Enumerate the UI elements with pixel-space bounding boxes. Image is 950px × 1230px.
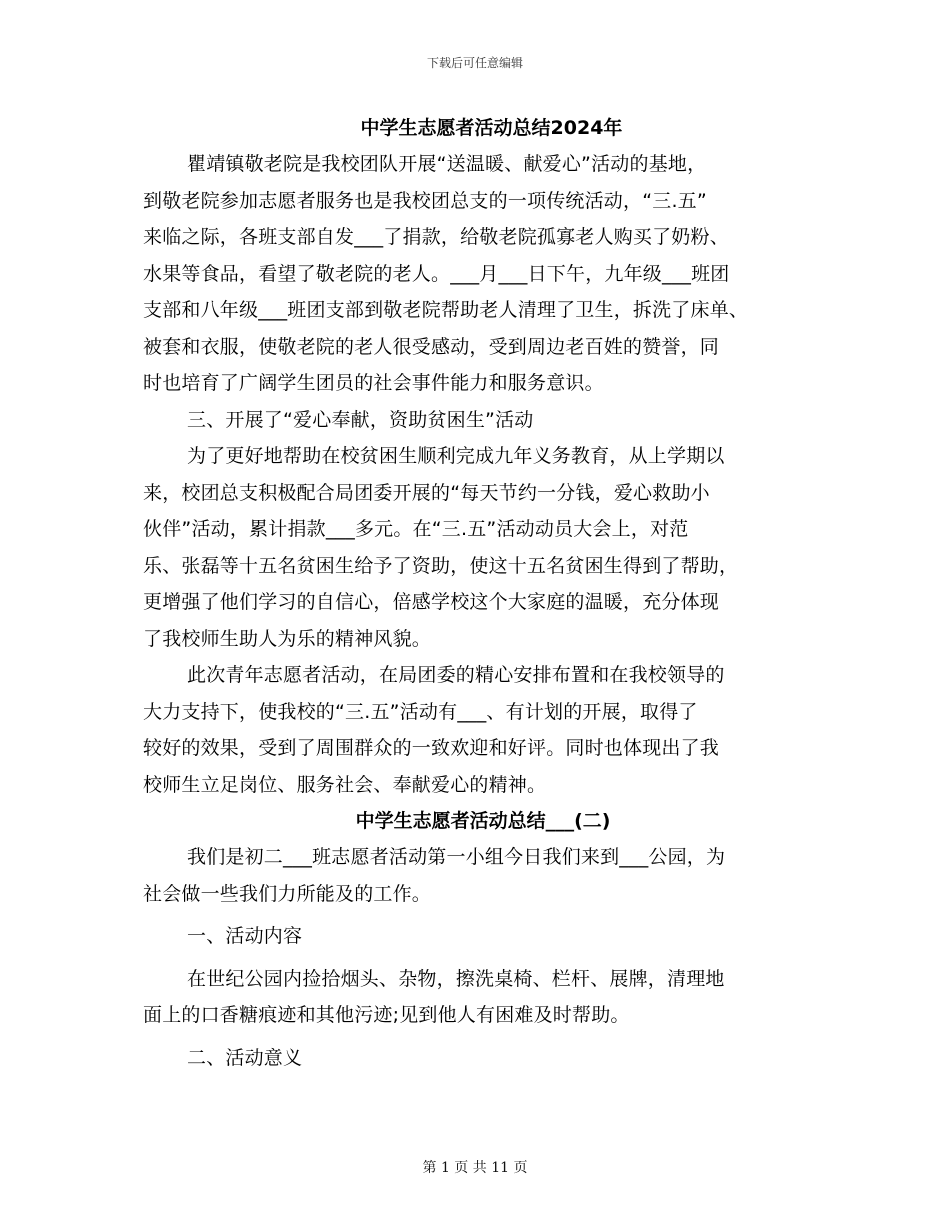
document-subtitle: 中学生志愿者活动总结___(二)	[355, 810, 611, 832]
paragraph-line: 了我校师生助人为乐的精神风貌。	[143, 627, 432, 650]
paragraph-line: 到敬老院参加志愿者服务也是我校团总支的一项传统活动，“三.五”	[143, 189, 707, 212]
page-number: 第 1 页 共 11 页	[422, 1160, 528, 1176]
paragraph-line: 我们是初二___班志愿者活动第一小组今日我们来到___公园，为	[187, 846, 726, 868]
paragraph-line: 来临之际，各班支部自发___了捐款，给敬老院孤寡老人购买了奶粉、	[143, 226, 729, 248]
paragraph-line: 较好的效果，受到了周围群众的一致欢迎和好评。同时也体现出了我	[143, 737, 720, 759]
paragraph-line: 面上的口香糖痕迹和其他污迹;见到他人有困难及时帮助。	[143, 1004, 630, 1026]
paragraph-line: 支部和八年级___班团支部到敬老院帮助老人清理了卫生，拆洗了床单、	[143, 299, 749, 321]
section-heading: 二、活动意义	[187, 1046, 303, 1069]
document-title: 中学生志愿者活动总结2024年	[360, 117, 623, 139]
paragraph-line: 为了更好地帮助在校贫困生顺利完成九年义务教育，从上学期以	[187, 445, 725, 467]
paragraph-line: 瞿靖镇敬老院是我校团队开展“送温暖、献爱心”活动的基地，	[187, 153, 707, 175]
paragraph-line: 伙伴”活动，累计捐款___多元。在“三.五”活动动员大会上，对范	[143, 518, 689, 540]
paragraph-line: 校师生立足岗位、服务社会、奉献爱心的精神。	[143, 773, 547, 796]
paragraph-line: 被套和衣服，使敬老院的老人很受感动，受到周边老百姓的赞誉，同	[143, 335, 720, 358]
paragraph-line: 大力支持下，使我校的“三.五”活动有___、有计划的开展，取得了	[143, 700, 698, 723]
paragraph-line: 水果等食品，看望了敬老院的老人。___月___日下午，九年级___班团	[143, 262, 730, 285]
paragraph-line: 更增强了他们学习的自信心，倍感学校这个大家庭的温暖，充分体现	[143, 591, 720, 613]
page-header: 下载后可任意编辑	[426, 56, 523, 70]
paragraph-line: 来，校团总支积极配合局团委开展的“每天节约一分钱，爱心救助小	[143, 481, 710, 504]
paragraph-line: 社会做一些我们力所能及的工作。	[143, 882, 432, 905]
section-heading: 一、活动内容	[187, 925, 303, 947]
paragraph-line: 乐、张磊等十五名贫困生给予了资助，使这十五名贫困生得到了帮助，	[143, 554, 739, 577]
document-body	[143, 110, 823, 1076]
section-heading: 三、开展了“爱心奉献，资助贫困生”活动	[187, 408, 534, 431]
paragraph-line: 此次青年志愿者活动，在局团委的精心安排布置和在我校领导的	[187, 664, 725, 686]
paragraph-line: 时也培育了广阔学生团员的社会事件能力和服务意识。	[143, 372, 604, 394]
paragraph-line: 在世纪公园内捡拾烟头、杂物，擦洗桌椅、栏杆、展牌，清理地	[187, 967, 725, 990]
